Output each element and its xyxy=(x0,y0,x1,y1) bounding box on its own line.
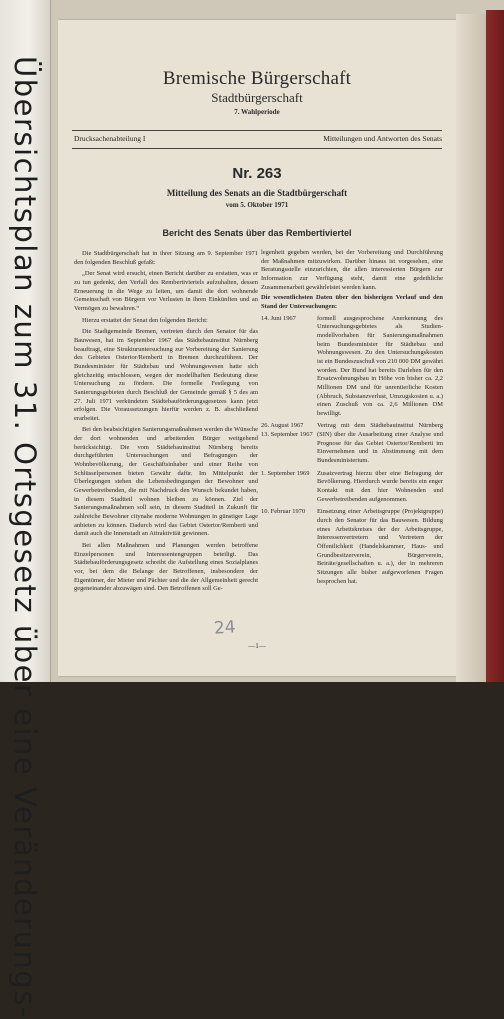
page-stack-edge xyxy=(456,14,486,682)
report-title: Bericht des Senats über das Rembertiviertel xyxy=(162,228,352,238)
binder-cover-edge xyxy=(486,10,504,682)
communication-heading: Mitteilung des Senats an die Stadtbürgerschaft xyxy=(166,188,348,198)
timeline-text: Zusatzvertrag hierzu über eine Befragung der Bevölkerung. Hierdurch wurde bereits ein enger Kontakt mit den hier Wohnenden und Gewerbetreibenden aufgenommen. xyxy=(317,469,443,503)
timeline-date: 14. Juni 1967 xyxy=(261,314,296,322)
header-rule-bottom xyxy=(72,148,442,149)
department-label: Drucksachenabteilung I xyxy=(74,134,146,143)
binder-spine xyxy=(0,0,51,1019)
legislative-period: 7. Wahlperiode xyxy=(234,108,280,116)
page-number: —1— xyxy=(248,642,266,650)
paragraph: Bei allen Maßnahmen und Planungen werden betroffene Einzelpersonen und Interessentengruppen beteiligt. Das Städtebauförderungsgesetz schreibt die Aufstellung eines Sozialplanes vor, bei dem die Belange der Betroffenen, insbesondere der Eigentümer, der Mieter und Pächter und die der Allgemeinheit gerecht gegeneinander abzuwägen sind. Den Betroffenen soll Ge- xyxy=(74,542,258,593)
left-column xyxy=(74,250,258,640)
timeline-date: 10. Februar 1970 xyxy=(261,508,306,516)
timeline-text: formell ausgesprochene Anerkennung des Untersuchungsgebietes als Studien-modellvorhaben für Sanierungsmaßnahmen beim Bundesminister für Städtebau und Wohnungswesen. Zu den Untersuchungskosten ist ein Bundeszuschuß von 210 000 DM gewährt worden. Der Bund hat bereits Darlehen für den Ersatzwohnungsbau in Höhe von bisher ca. 2,2 Millionen DM und für unrentierliche Kosten (Abbruch, Substanzverlust, Umzugskosten u. a.) einen Zuschuß von ca. 2,6 Millionen DM bewilligt. xyxy=(317,314,443,417)
document-page xyxy=(58,20,456,676)
timeline-text: Vertrag mit dem Städtebauinstitut Nürnberg (SIN) über die Ausarbeitung einer Analyse und Prognose für das Gebiet Ostertor/Remberti im Einvernehmen und in Abstimmung mit dem Bundesministerium. xyxy=(317,422,443,465)
timeline-heading: Die wesentlichsten Daten über den bisherigen Verlauf und den Stand der Untersuchungen: xyxy=(261,294,443,310)
communication-date: vom 5. Oktober 1971 xyxy=(225,201,289,209)
timeline-entry xyxy=(261,470,443,505)
paragraph: „Der Senat wird ersucht, einen Bericht darüber zu erstatten, was er zu tun gedenkt, den Verfall des Rembertiviertels aufzuhalten, dessen Erneuerung in die Wege zu leiten, um damit die dort wohnende Gemeinschaft von Bürgern vor Verlusten in ihren Einkünften und an Vermögen zu bewahren.“ xyxy=(74,270,258,312)
timeline-text: Einsetzung einer Arbeitsgruppe (Projektgruppe) durch den Senator für das Bauwesen. Bildung eines Arbeitskreises der der Arbeitsgruppe, Interessenvertretern und Vertretern der Öffentlichkeit (Handelskammer, Haus- und Grundbesitzerverein, Bürgerverein, Beiräte/gesellschaften u. a.), der in mehreren Sitzungen alle bisher aufgeworfenen Fragen besprochen hat. xyxy=(317,508,443,585)
document-title: Bremische Bürgerschaft xyxy=(162,68,352,89)
timeline-entry xyxy=(261,508,443,586)
header-rule-top xyxy=(72,130,442,131)
spine-label: Übersichtsplan zum 31. Ortsgesetz über eine Veränderungs- xyxy=(8,56,42,1019)
paragraph: Hierzu erstattet der Senat den folgenden Bericht: xyxy=(82,316,208,324)
right-column xyxy=(261,249,443,645)
paragraph: legenheit gegeben werden, bei der Vorbereitung und Durchführung der Maßnahmen mitzuwirken. Darüber hinaus ist vorgesehen, eine Beratungsstelle einzurichten, die allen interessierten Bürgern zur Information zur Verfügung steht, damit eine gedeihliche Zusammenarbeit gewährleistet werden kann. xyxy=(261,249,443,291)
paragraph: Die Stadtbürgerschaft hat in ihrer Sitzung am 9. September 1971 den folgenden Beschluß gefaßt: xyxy=(74,250,258,266)
timeline-entry xyxy=(261,315,443,419)
document-subtitle: Stadtbürgerschaft xyxy=(211,90,303,105)
category-label: Mitteilungen und Antworten des Senats xyxy=(323,134,442,143)
timeline-date: 1. September 1969 xyxy=(261,469,310,477)
document-number: Nr. 263 xyxy=(232,165,282,182)
timeline-date: 26. August 1967 13. September 1967 xyxy=(261,422,313,439)
paragraph: Bei den beabsichtigten Sanierungsmaßnahmen werden die Wünsche der dort wohnenden und arbeitenden Bürger weitgehend berücksichtigt. Die vom Städtebauinstitut Nürnberg bereits durchgeführten Untersuchungen und Befragungen der Wohnbevölkerung, der Geschäftsinhaber und einer Reihe von Schlüsselpersonen bieten Gewähr dafür. Im Mittelpunkt der Überlegungen stehen die Lebensbedingungen der Bewohner und Gewerbetreibenden, die mit Nachdruck den Wunsch bekundet haben, in diesem Stadtteil wohnen bleiben zu können. Ziel der Sanierungsmaßnahmen soll sein, in diesem Stadtteil in Zukunft für zahlreiche Bewohner citynahe moderne Wohnungen in günstiger Lage anbieten zu können. Dadurch wird das Gebiet Ostertor/Remberti und damit auch die Innenstadt an Attraktivität gewinnen. xyxy=(74,426,258,538)
paragraph: Die Stadtgemeinde Bremen, vertreten durch den Senator für das Bauwesen, hat im September 1967 das Städtebauinstitut Nürnberg beauftragt, eine Strukturuntersuchung zur Vorbereitung der Sanierung des Gebietes Ostertor/Remberti in Bremen durchzuführen. Der Bundesminister für Städtebau und Wohnungswesen hatte sich gleichzeitig entschlossen, wegen der modellhaften Bedeutung diese Untersuchung zu fördern. Die formelle Festlegung von Sanierungsgebieten durch Beschluß der Gemeinde gemäß § 5 des am 27. Juli 1971 verkündeten Städtebauförderungsgesetzes kann jetzt erfolgen. Die Voraussetzungen hierfür werden z. B. abschließend erarbeitet. xyxy=(74,328,258,422)
timeline-entry xyxy=(261,422,443,465)
handwritten-note: 24 xyxy=(213,617,237,639)
